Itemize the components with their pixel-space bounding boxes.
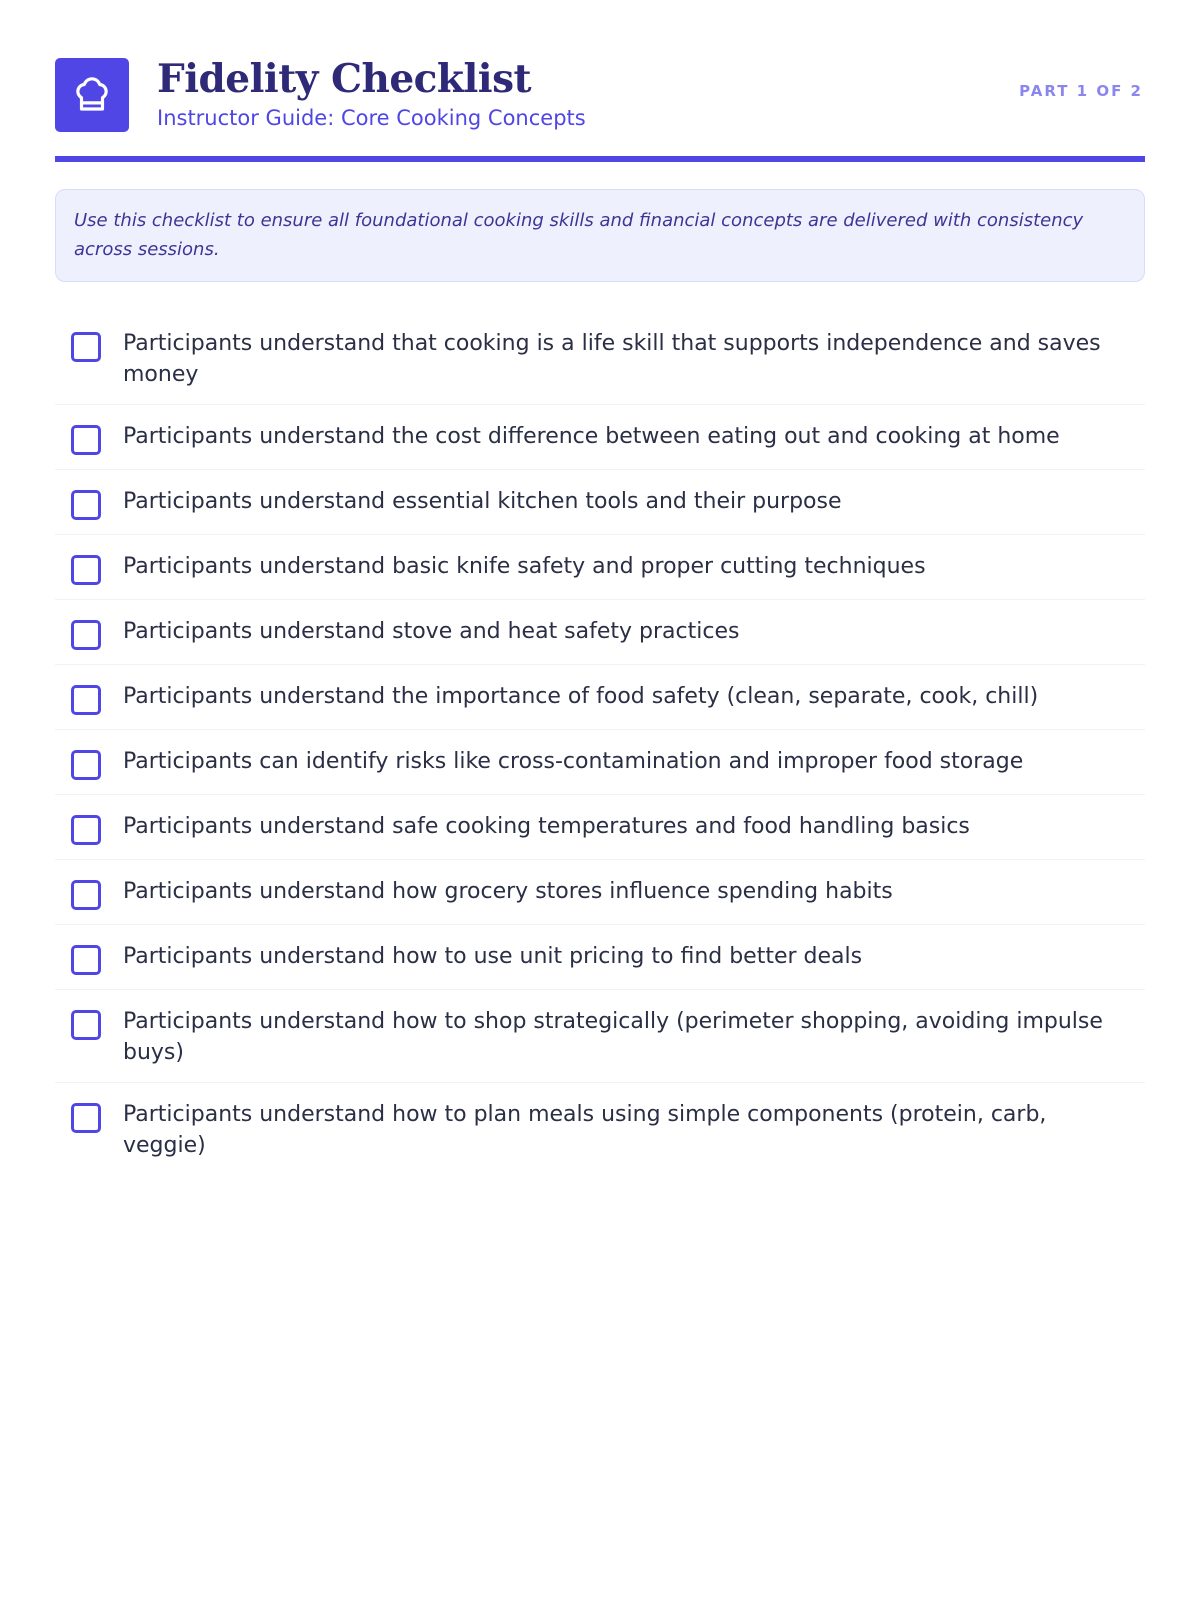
checkbox[interactable] (71, 1010, 101, 1040)
checkbox[interactable] (71, 1103, 101, 1133)
checkbox[interactable] (71, 750, 101, 780)
checklist-item (55, 860, 1145, 925)
checklist-item-text: Participants understand how to plan meals using simple components (protein, carb, veggie) (123, 1102, 1047, 1158)
page-header (55, 58, 1145, 132)
checkbox[interactable] (71, 425, 101, 455)
chef-hat-icon (71, 74, 113, 116)
checklist-item (55, 795, 1145, 860)
instruction-note: Use this checklist to ensure all foundational cooking skills and financial concepts are delivered with consistency across sessions. (55, 189, 1145, 282)
checkbox[interactable] (71, 945, 101, 975)
checkbox[interactable] (71, 880, 101, 910)
checklist-item-text: Participants understand safe cooking temperatures and food handling basics (123, 814, 970, 839)
title-block (157, 57, 586, 133)
checklist-item (55, 470, 1145, 535)
checklist-item-text: Participants understand basic knife safety and proper cutting techniques (123, 554, 926, 579)
checklist-item (55, 1083, 1145, 1175)
checkbox[interactable] (71, 332, 101, 362)
checklist-item (55, 665, 1145, 730)
checkbox[interactable] (71, 620, 101, 650)
checklist-item (55, 535, 1145, 600)
checklist-item-text: Participants understand essential kitchen tools and their purpose (123, 489, 842, 514)
part-label: PART 1 OF 2 (1019, 82, 1143, 100)
checklist-item-text: Participants understand how to use unit pricing to find better deals (123, 944, 863, 969)
checklist-item-text: Participants understand stove and heat safety practices (123, 619, 740, 644)
checklist-item-text: Participants understand the importance of food safety (clean, separate, cook, chill) (123, 684, 1039, 709)
checklist (55, 312, 1145, 1175)
checklist-item (55, 312, 1145, 405)
checklist-item-text: Participants understand that cooking is a life skill that supports independence and saves money (123, 331, 1101, 387)
checklist-item (55, 990, 1145, 1083)
checkbox[interactable] (71, 490, 101, 520)
checklist-item (55, 730, 1145, 795)
header-divider (55, 156, 1145, 162)
page-subtitle: Instructor Guide: Core Cooking Concepts (157, 106, 586, 130)
checklist-item-text: Participants understand the cost difference between eating out and cooking at home (123, 424, 1060, 449)
checklist-item (55, 600, 1145, 665)
checkbox[interactable] (71, 815, 101, 845)
checklist-item (55, 405, 1145, 470)
checklist-item-text: Participants understand how to shop strategically (perimeter shopping, avoiding impulse buys) (123, 1009, 1103, 1065)
page-title: Fidelity Checklist (157, 56, 532, 102)
checkbox[interactable] (71, 555, 101, 585)
checklist-item-text: Participants understand how grocery stores influence spending habits (123, 879, 893, 904)
logo-badge (55, 58, 129, 132)
checkbox[interactable] (71, 685, 101, 715)
checklist-item-text: Participants can identify risks like cross-contamination and improper food storage (123, 749, 1024, 774)
checklist-item (55, 925, 1145, 990)
